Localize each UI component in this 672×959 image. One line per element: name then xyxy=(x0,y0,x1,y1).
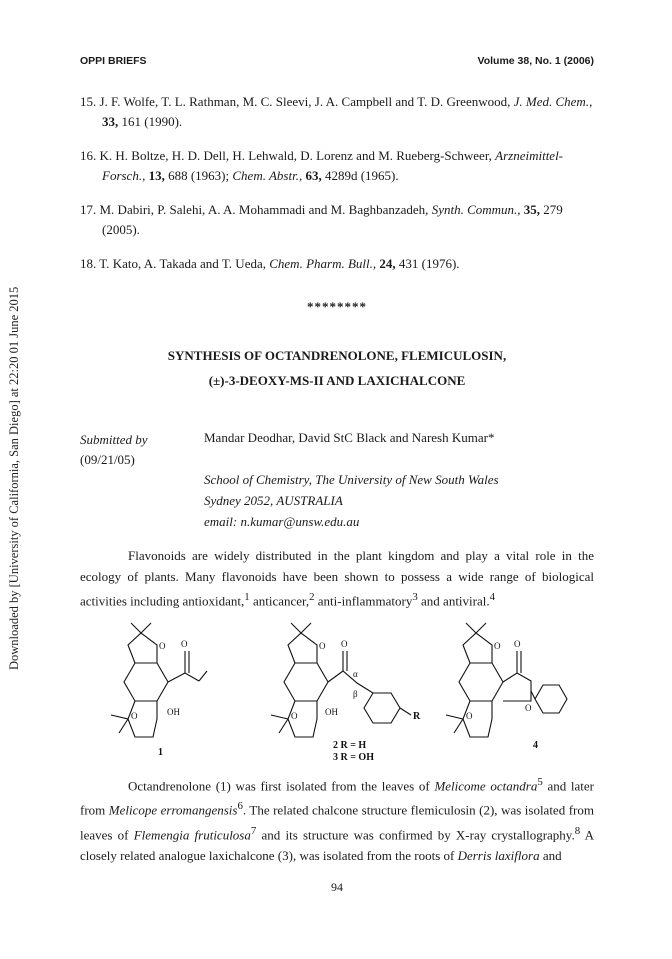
section-separator: ******** xyxy=(307,299,367,314)
label-o: O xyxy=(291,711,298,721)
label-beta: β xyxy=(353,689,358,699)
intro-paragraph: Flavonoids are widely distributed in the plant kingdom and play a vital role in the ecology of plants. Many flavonoids have been shown to possess a wide range of biological activities including antioxidant,$^1$ anticancer,$^2$ anti-inflammatory$^3$ and antiviral.$^4$ xyxy=(80,548,594,609)
label-o: O xyxy=(131,711,138,721)
label-o: O xyxy=(341,639,348,649)
compound-2-label: 2 R = H xyxy=(333,740,367,751)
label-oh: OH xyxy=(167,707,180,717)
label-o: O xyxy=(494,641,501,651)
label-o: O xyxy=(159,641,166,651)
running-header xyxy=(80,55,594,67)
page-number: 94 xyxy=(331,880,343,894)
structure-drawings xyxy=(95,615,595,765)
reference-list xyxy=(80,92,594,288)
reference-item: 17. M. Dabiri, P. Salehi, A. A. Mohammadi and M. Baghbanzadeh, Synth. Commun., 35, 279 (2005). xyxy=(80,202,563,237)
header-left: OPPI BRIEFS xyxy=(80,55,147,67)
affiliation: School of Chemistry, The University of New South Wales Sydney 2052, AUSTRALIA email: n.kumar@unsw.edu.au xyxy=(204,469,499,532)
body-paragraph: Octandrenolone (1) was first isolated from the leaves of Melicome octandra$^5$ and later from Melicope erromangensis$^6$. The related chalcone structure flemiculosin (2), was isolated from leaves of Flemengia fruticulosa$^7$ and its structure was confirmed by X-ray crystallography.$^8$ A closely related analogue laxichalcone (3), was isolated from the roots of Derris laxiflora and xyxy=(80,776,595,863)
label-alpha: α xyxy=(353,669,358,679)
label-oh: OH xyxy=(325,707,338,717)
compound-4-label: 4 xyxy=(533,740,538,751)
compound-1-label: 1 xyxy=(158,747,163,758)
label-o: O xyxy=(514,639,521,649)
chemical-structures-figure xyxy=(95,615,595,765)
header-right: Volume 38, No. 1 (2006) xyxy=(477,55,594,67)
label-o: O xyxy=(319,641,326,651)
compound-3-label: 3 R = OH xyxy=(333,752,374,763)
submitted-date: (09/21/05) xyxy=(80,452,135,467)
reference-item: 15. J. F. Wolfe, T. L. Rathman, M. C. Sleevi, J. A. Campbell and T. D. Greenwood, J. Med. Chem., 33, 161 (1990). xyxy=(80,94,593,129)
download-watermark xyxy=(6,190,20,670)
label-r: R xyxy=(413,711,421,722)
author-list: Mandar Deodhar, David StC Black and Naresh Kumar* xyxy=(204,430,495,445)
reference-item: 16. K. H. Boltze, H. D. Dell, H. Lehwald, D. Lorenz and M. Rueberg-Schweer, Arzneimittel-Forsch., 13, 688 (1963); Chem. Abstr., 63, 4289d (1965). xyxy=(80,148,564,183)
reference-item: 18. T. Kato, A. Takada and T. Ueda, Chem. Pharm. Bull., 24, 431 (1976). xyxy=(80,256,460,271)
author-email: email: n.kumar@unsw.edu.au xyxy=(204,514,360,529)
label-o: O xyxy=(525,703,532,713)
label-o: O xyxy=(466,711,473,721)
download-notice-text: Downloaded by [University of California, San Diego] at 22:20 01 June 2015 xyxy=(7,286,21,670)
submission-info xyxy=(80,430,148,470)
article-title-line1: SYNTHESIS OF OCTANDRENOLONE, FLEMICULOSIN, xyxy=(167,348,507,363)
submitted-by-label: Submitted by xyxy=(80,432,148,447)
article-title-line2: (±)-3-DEOXY-MS-II AND LAXICHALCONE xyxy=(208,373,466,388)
label-o: O xyxy=(181,639,188,649)
